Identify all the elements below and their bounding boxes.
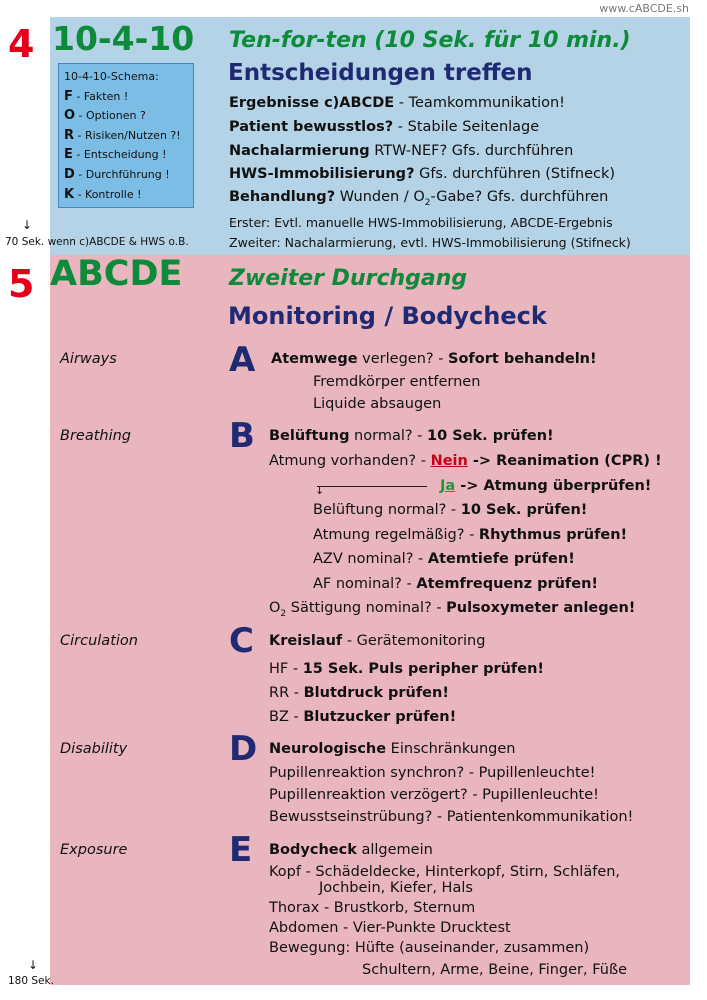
exposure-line-3: Thorax - Brustkorb, Sternum	[269, 900, 476, 916]
letter-a: A	[229, 340, 256, 380]
schema-item: F - Fakten !	[64, 88, 129, 104]
time-note-70: 70 Sek. wenn c)ABCDE & HWS o.B.	[5, 236, 189, 248]
category-airways: Airways	[60, 351, 117, 367]
disability-line-3: Pupillenreaktion verzögert? - Pupillenleuchte!	[269, 787, 599, 803]
section-5-heading: Monitoring / Bodycheck	[228, 302, 547, 330]
breathing-line-8: $O_2$ Sättigung nominal? - Pulsoxymeter anlegen!	[269, 600, 636, 619]
exposure-line-1: Bodycheck allgemein	[269, 842, 433, 858]
disability-line-1: Neurologische Einschränkungen	[269, 741, 516, 757]
schema-box	[58, 63, 194, 208]
section-4-heading: Entscheidungen treffen	[228, 60, 533, 86]
letter-d: D	[229, 729, 258, 769]
disability-line-4: Bewusstseinstrübung? - Patientenkommunikation!	[269, 809, 634, 825]
category-circulation: Circulation	[60, 633, 138, 649]
exposure-line-5: Bewegung: Hüfte (auseinander, zusammen)	[269, 940, 590, 956]
circulation-line-3: RR - Blutdruck prüfen!	[269, 685, 449, 701]
letter-b: B	[229, 416, 255, 456]
letter-c: C	[229, 621, 254, 661]
section-4-subtitle: Ten-for-ten (10 Sek. für 10 min.)	[229, 28, 631, 53]
category-disability: Disability	[60, 741, 128, 757]
alarm-line: Nachalarmierung RTW-NEF? Gfs. durchführen	[229, 143, 574, 159]
section-5-subtitle: Zweiter Durchgang	[229, 266, 468, 291]
section-5-number: 5	[8, 262, 35, 306]
schema-item: O - Optionen ?	[64, 108, 146, 124]
breathing-line-4: Belüftung normal? - 10 Sek. prüfen!	[313, 502, 588, 518]
exposure-line-2: Kopf - Schädeldecke, Hinterkopf, Stirn, Schläfen,	[269, 864, 621, 880]
circulation-line-4: BZ - Blutzucker prüfen!	[269, 709, 457, 725]
hws-line: HWS-Immobilisierung? Gfs. durchführen (Stifneck)	[229, 166, 616, 182]
schema-item: R - Risiken/Nutzen ?!	[64, 127, 181, 143]
letter-e: E	[229, 830, 253, 870]
section-5-title: ABCDE	[50, 254, 183, 294]
airways-line-2: Fremdkörper entfernen	[313, 374, 481, 390]
section-4-title: 10-4-10	[52, 19, 195, 58]
disability-line-2: Pupillenreaktion synchron? - Pupillenleuchte!	[269, 765, 596, 781]
circulation-line-2: HF - 15 Sek. Puls peripher prüfen!	[269, 661, 545, 677]
result-line: Ergebnisse c)ABCDE - Teamkommunikation!	[229, 95, 565, 111]
branch-arrow-icon: ↓	[315, 484, 325, 497]
time-note-180: 180 Sek.	[8, 975, 54, 987]
down-arrow-icon: ↓	[28, 958, 39, 972]
exposure-line-2b: Jochbein, Kiefer, Hals	[319, 880, 473, 896]
down-arrow-icon: ↓	[22, 218, 33, 232]
breathing-line-2: Atmung vorhanden? - Nein -> Reanimation (CPR) !	[269, 453, 662, 469]
section-4-number: 4	[8, 22, 35, 66]
schema-item: E - Entscheidung !	[64, 147, 167, 163]
schema-item: K - Kontrolle !	[64, 186, 142, 202]
breathing-line-1: Belüftung normal? - 10 Sek. prüfen!	[269, 428, 554, 444]
breathing-line-6: AZV nominal? - Atemtiefe prüfen!	[313, 551, 575, 567]
airways-line-1: Atemwege verlegen? - Sofort behandeln!	[271, 351, 597, 367]
breathing-line-5: Atmung regelmäßig? - Rhythmus prüfen!	[313, 527, 628, 543]
exposure-line-5b: Schultern, Arme, Beine, Finger, Füße	[362, 962, 628, 978]
airways-line-3: Liquide absaugen	[313, 396, 442, 412]
first-responder-line: Erster: Evtl. manuelle HWS-Immobilisierung, ABCDE-Ergebnis	[229, 215, 613, 230]
website-url: www.cABCDE.sh	[599, 2, 689, 15]
treatment-line: Behandlung? Wunden / $O_2$-Gabe? Gfs. durchführen	[229, 189, 609, 208]
second-responder-line: Zweiter: Nachalarmierung, evtl. HWS-Immobilisierung (Stifneck)	[229, 235, 631, 250]
exposure-line-4: Abdomen - Vier-Punkte Drucktest	[269, 920, 511, 936]
unconscious-line: Patient bewusstlos? - Stabile Seitenlage	[229, 119, 540, 135]
circulation-line-1: Kreislauf - Gerätemonitoring	[269, 633, 486, 649]
schema-item: D - Durchführung !	[64, 166, 170, 182]
category-exposure: Exposure	[60, 842, 128, 858]
branch-line	[317, 486, 427, 487]
breathing-line-3: Ja -> Atmung überprüfen!	[440, 478, 652, 494]
breathing-line-7: AF nominal? - Atemfrequenz prüfen!	[313, 576, 599, 592]
schema-title: 10-4-10-Schema:	[64, 70, 159, 83]
category-breathing: Breathing	[60, 428, 132, 444]
